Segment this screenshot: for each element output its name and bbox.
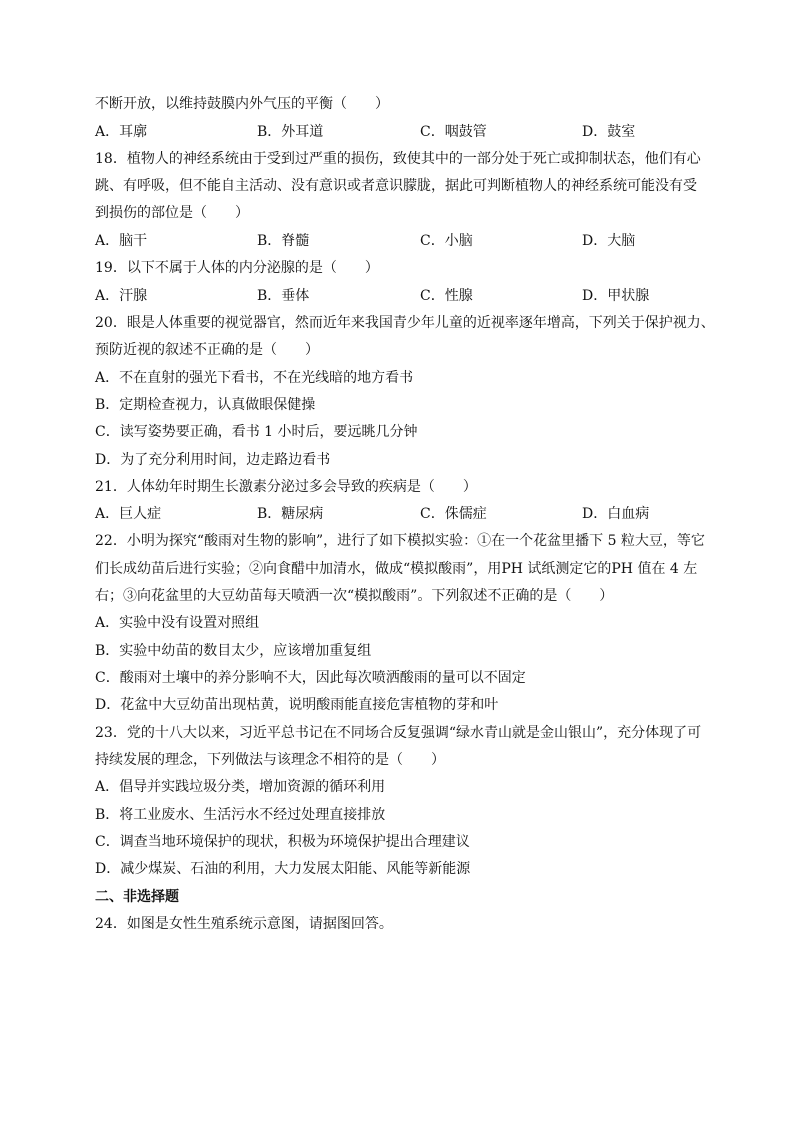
q22-stem-line-2: 们长成幼苗后进行实验；②向食醋中加清水，做成“模拟酸雨”，用PH 试纸测定它的PH 值在 4 左	[95, 561, 698, 577]
q22-choice-c: C．酸雨对土壤中的养分影响不大，因此每次喷洒酸雨的量可以不固定	[95, 670, 526, 686]
q20-stem-line-2: 预防近视的叙述不正确的是（ ）	[95, 342, 319, 358]
q22-choice-d: D．花盆中大豆幼苗出现枯黄，说明酸雨能直接危害植物的芽和叶	[95, 697, 499, 713]
q23-choice-d: D．减少煤炭、石油的利用，大力发展太阳能、风能等新能源	[95, 861, 471, 877]
q18-option-c: C．小脑	[420, 233, 473, 249]
q18-stem-line-1: 18．植物人的神经系统由于受到过严重的损伤，致使其中的一部分处于死亡或抑制状态，他们有心	[95, 151, 701, 167]
q22-stem-line-3: 右；③向花盆里的大豆幼苗每天喷洒一次“模拟酸雨”。下列叙述不正确的是（ ）	[95, 588, 614, 604]
q21-option-c: C．侏儒症	[420, 506, 487, 522]
q18-option-a: A．脑干	[95, 233, 148, 249]
q17-options	[95, 122, 705, 142]
q23-choice-a: A．倡导并实践垃圾分类，增加资源的循环利用	[95, 779, 386, 795]
q21-option-d: D．白血病	[582, 506, 650, 522]
q19-option-c: C．性腺	[420, 288, 473, 304]
q17-stem-cont: 不断开放，以维持鼓膜内外气压的平衡（ ）	[95, 96, 389, 112]
q24-stem: 24．如图是女性生殖系统示意图，请据图回答。	[95, 916, 393, 932]
q18-option-b: B．脊髓	[257, 233, 310, 249]
q23-choice-c: C．调查当地环境保护的现状，积极为环境保护提出合理建议	[95, 834, 470, 850]
q20-choice-c: C．读写姿势要正确，看书 1 小时后，要远眺几分钟	[95, 424, 418, 440]
q17-option-b: B．外耳道	[257, 124, 324, 140]
q21-option-a: A．巨人症	[95, 506, 162, 522]
q17-option-c: C．咽鼓管	[420, 124, 487, 140]
q17-option-a: A．耳廓	[95, 124, 148, 140]
q19-options	[95, 286, 705, 306]
q20-stem-line-1: 20．眼是人体重要的视觉器官，然而近年来我国青少年儿童的近视率逐年增高，下列关于保护视力、	[95, 315, 715, 331]
q18-options	[95, 231, 705, 251]
q19-option-b: B．垂体	[257, 288, 310, 304]
q21-options	[95, 504, 705, 524]
q22-stem-line-1: 22．小明为探究“酸雨对生物的影响”，进行了如下模拟实验：①在一个花盆里播下 5 粒大豆，等它	[95, 533, 705, 549]
q18-stem-line-3: 到损伤的部位是（ ）	[95, 205, 249, 221]
q17-option-d: D．鼓室	[582, 124, 636, 140]
q23-stem-line-2: 持续发展的理念，下列做法与该理念不相符的是（ ）	[95, 752, 445, 768]
q20-choice-b: B．定期检查视力，认真做眼保健操	[95, 397, 316, 413]
q19-stem: 19．以下不属于人体的内分泌腺的是（ ）	[95, 260, 379, 276]
q22-choice-b: B．实验中幼苗的数目太少，应该增加重复组	[95, 643, 372, 659]
q23-stem-line-1: 23．党的十八大以来，习近平总书记在不同场合反复强调“绿水青山就是金山银山”，充分体现了可	[95, 725, 702, 741]
q21-stem: 21．人体幼年时期生长激素分泌过多会导致的疾病是（ ）	[95, 479, 477, 495]
q21-option-b: B．糖尿病	[257, 506, 324, 522]
q18-option-d: D．大脑	[582, 233, 636, 249]
q18-stem-line-2: 跳、有呼吸，但不能自主活动、没有意识或者意识朦胧，据此可判断植物人的神经系统可能没有受	[95, 178, 697, 194]
q20-choice-a: A．不在直射的强光下看书，不在光线暗的地方看书	[95, 370, 414, 386]
q22-choice-a: A．实验中没有设置对照组	[95, 615, 260, 631]
q19-option-d: D．甲状腺	[582, 288, 650, 304]
q23-choice-b: B．将工业废水、生活污水不经过处理直接排放	[95, 807, 386, 823]
q20-choice-d: D．为了充分利用时间，边走路边看书	[95, 452, 331, 468]
section-heading: 二、非选择题	[95, 889, 179, 905]
q19-option-a: A．汗腺	[95, 288, 148, 304]
